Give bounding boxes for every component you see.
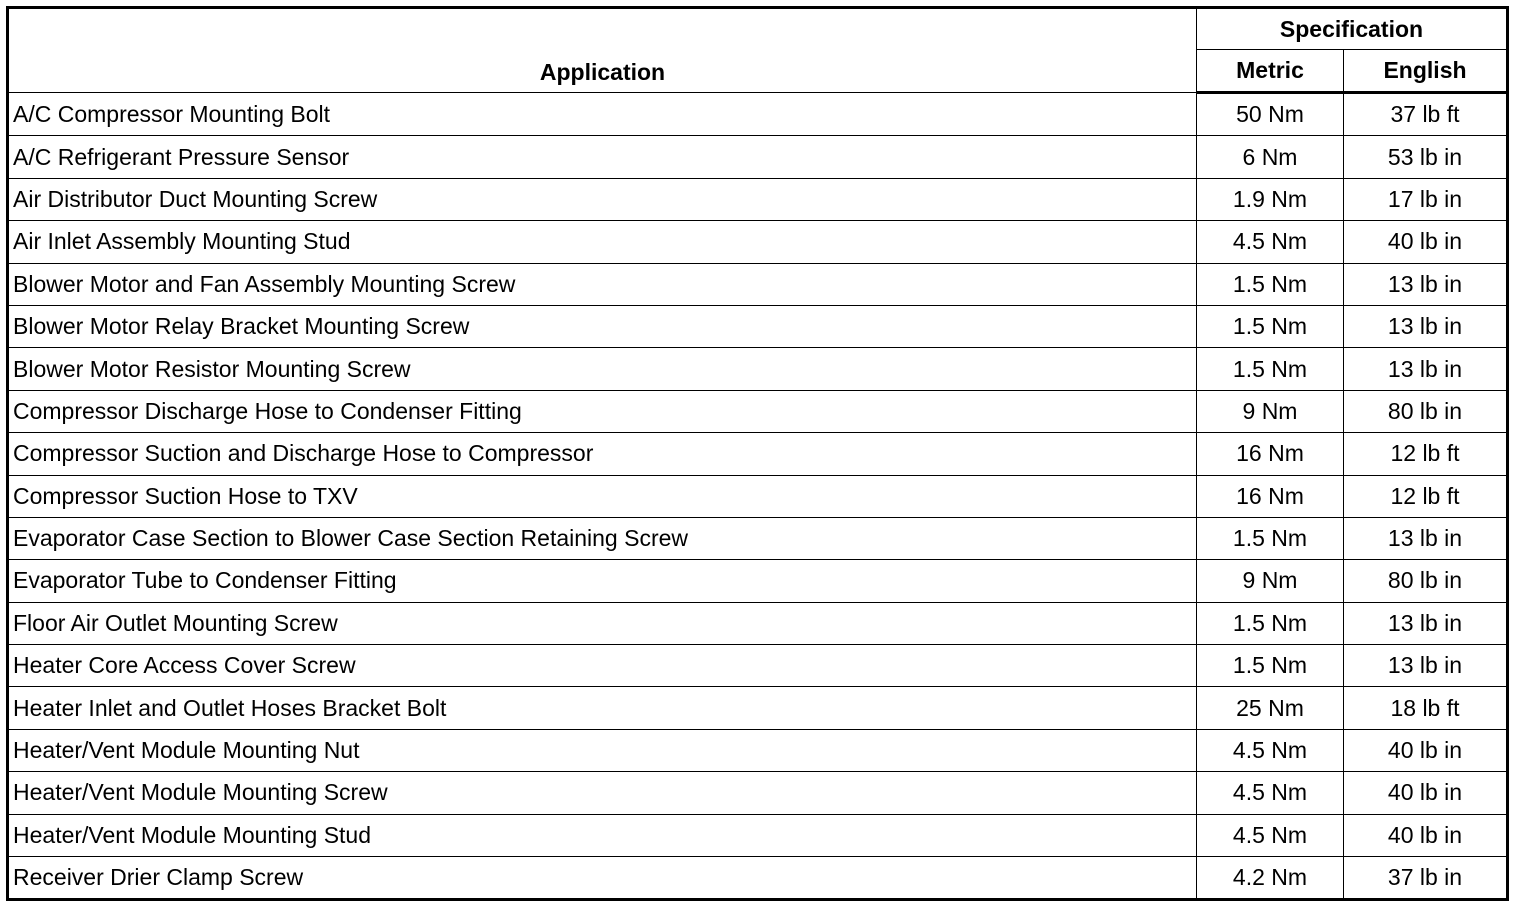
application-cell: Heater/Vent Module Mounting Nut — [8, 729, 1197, 771]
metric-cell: 1.5 Nm — [1197, 263, 1344, 305]
metric-cell: 4.5 Nm — [1197, 729, 1344, 771]
table-row — [8, 517, 1508, 559]
application-cell: Compressor Suction and Discharge Hose to Compressor — [8, 433, 1197, 475]
application-cell: Evaporator Tube to Condenser Fitting — [8, 560, 1197, 602]
metric-cell: 50 Nm — [1197, 93, 1344, 136]
metric-cell: 25 Nm — [1197, 687, 1344, 729]
table-row — [8, 178, 1508, 220]
english-cell: 40 lb in — [1344, 814, 1508, 856]
table-row — [8, 136, 1508, 178]
metric-cell: 4.5 Nm — [1197, 221, 1344, 263]
specification-header: Specification — [1197, 8, 1508, 50]
application-cell: Receiver Drier Clamp Screw — [8, 857, 1197, 900]
metric-cell: 9 Nm — [1197, 560, 1344, 602]
table-row — [8, 475, 1508, 517]
metric-cell: 9 Nm — [1197, 390, 1344, 432]
table-row — [8, 560, 1508, 602]
application-cell: Blower Motor Relay Bracket Mounting Screw — [8, 305, 1197, 347]
english-cell: 80 lb in — [1344, 390, 1508, 432]
metric-cell: 1.5 Nm — [1197, 645, 1344, 687]
application-cell: Compressor Suction Hose to TXV — [8, 475, 1197, 517]
torque-spec-table — [6, 6, 1509, 901]
application-cell: Blower Motor and Fan Assembly Mounting Screw — [8, 263, 1197, 305]
application-cell: Air Distributor Duct Mounting Screw — [8, 178, 1197, 220]
english-cell: 18 lb ft — [1344, 687, 1508, 729]
application-cell: Heater Inlet and Outlet Hoses Bracket Bolt — [8, 687, 1197, 729]
table-row — [8, 390, 1508, 432]
metric-cell: 1.5 Nm — [1197, 348, 1344, 390]
table-row — [8, 348, 1508, 390]
english-cell: 12 lb ft — [1344, 433, 1508, 475]
english-cell: 17 lb in — [1344, 178, 1508, 220]
table-row — [8, 772, 1508, 814]
english-cell: 53 lb in — [1344, 136, 1508, 178]
metric-cell: 4.2 Nm — [1197, 857, 1344, 900]
table-row — [8, 687, 1508, 729]
application-header: Application — [8, 8, 1197, 93]
table-row — [8, 221, 1508, 263]
english-cell: 40 lb in — [1344, 772, 1508, 814]
metric-cell: 16 Nm — [1197, 433, 1344, 475]
metric-header: Metric — [1197, 50, 1344, 93]
english-header: English — [1344, 50, 1508, 93]
english-cell: 80 lb in — [1344, 560, 1508, 602]
english-cell: 13 lb in — [1344, 305, 1508, 347]
metric-cell: 16 Nm — [1197, 475, 1344, 517]
table-row — [8, 857, 1508, 900]
table-row — [8, 305, 1508, 347]
english-cell: 40 lb in — [1344, 729, 1508, 771]
english-cell: 12 lb ft — [1344, 475, 1508, 517]
english-cell: 13 lb in — [1344, 602, 1508, 644]
english-cell: 13 lb in — [1344, 263, 1508, 305]
metric-cell: 4.5 Nm — [1197, 814, 1344, 856]
table-row — [8, 645, 1508, 687]
table-row — [8, 263, 1508, 305]
application-cell: Heater/Vent Module Mounting Screw — [8, 772, 1197, 814]
table-row — [8, 602, 1508, 644]
metric-cell: 1.5 Nm — [1197, 602, 1344, 644]
english-cell: 37 lb in — [1344, 857, 1508, 900]
english-cell: 40 lb in — [1344, 221, 1508, 263]
table-row — [8, 433, 1508, 475]
application-cell: Blower Motor Resistor Mounting Screw — [8, 348, 1197, 390]
application-cell: Floor Air Outlet Mounting Screw — [8, 602, 1197, 644]
table-row — [8, 729, 1508, 771]
metric-cell: 1.5 Nm — [1197, 517, 1344, 559]
metric-cell: 6 Nm — [1197, 136, 1344, 178]
application-cell: Evaporator Case Section to Blower Case Section Retaining Screw — [8, 517, 1197, 559]
application-cell: Air Inlet Assembly Mounting Stud — [8, 221, 1197, 263]
application-cell: Heater/Vent Module Mounting Stud — [8, 814, 1197, 856]
metric-cell: 1.5 Nm — [1197, 305, 1344, 347]
metric-cell: 4.5 Nm — [1197, 772, 1344, 814]
application-cell: Heater Core Access Cover Screw — [8, 645, 1197, 687]
english-cell: 13 lb in — [1344, 517, 1508, 559]
table-row — [8, 93, 1508, 136]
english-cell: 13 lb in — [1344, 348, 1508, 390]
english-cell: 13 lb in — [1344, 645, 1508, 687]
english-cell: 37 lb ft — [1344, 93, 1508, 136]
application-cell: Compressor Discharge Hose to Condenser Fitting — [8, 390, 1197, 432]
application-cell: A/C Compressor Mounting Bolt — [8, 93, 1197, 136]
application-cell: A/C Refrigerant Pressure Sensor — [8, 136, 1197, 178]
table-row — [8, 814, 1508, 856]
metric-cell: 1.9 Nm — [1197, 178, 1344, 220]
